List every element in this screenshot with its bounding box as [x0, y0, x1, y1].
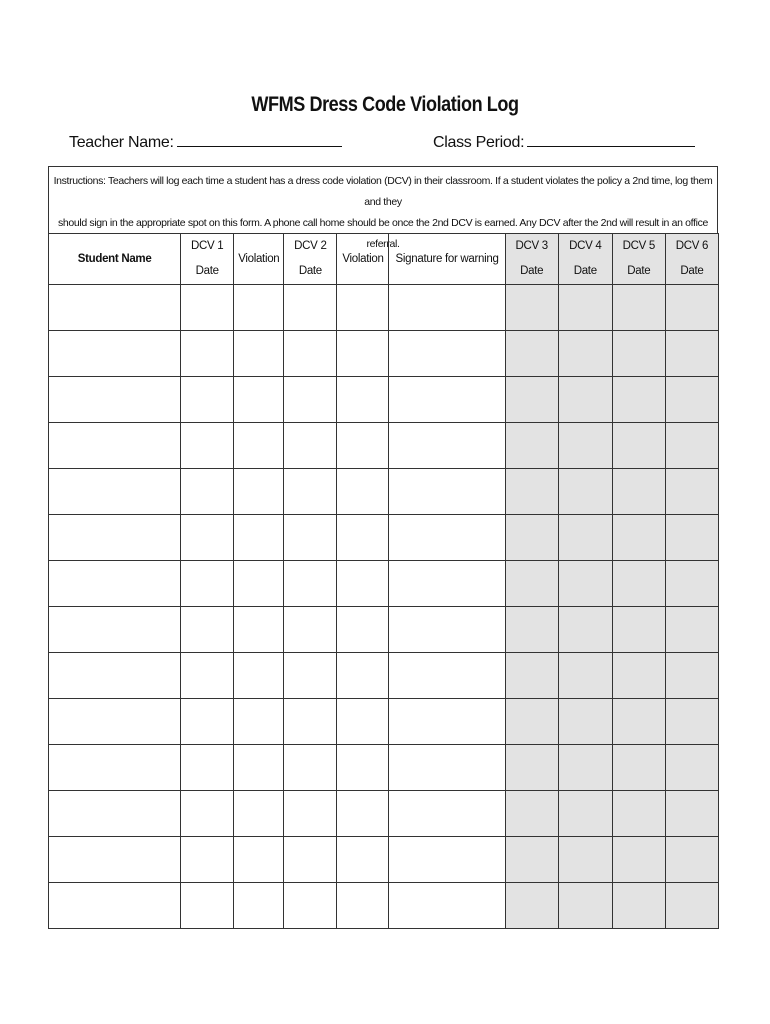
cell-dcv1-date[interactable]	[181, 745, 234, 791]
cell-violation-1[interactable]	[234, 745, 284, 791]
header-dcv4-date: DCV 4 Date	[558, 234, 612, 285]
cell-signature[interactable]	[389, 515, 505, 561]
cell-signature[interactable]	[389, 699, 505, 745]
table-row	[49, 745, 719, 791]
table-row	[49, 837, 719, 883]
cell-violation-1[interactable]	[234, 285, 284, 331]
cell-violation-1[interactable]	[234, 791, 284, 837]
cell-student-name[interactable]	[49, 699, 181, 745]
cell-student-name[interactable]	[49, 285, 181, 331]
cell-violation-2[interactable]	[337, 745, 389, 791]
cell-dcv6-date[interactable]	[665, 515, 718, 561]
cell-violation-2[interactable]	[337, 377, 389, 423]
cell-dcv5-date[interactable]	[612, 331, 665, 377]
cell-signature[interactable]	[389, 469, 505, 515]
cell-dcv3-date[interactable]	[505, 699, 558, 745]
header-student-name: Student Name	[49, 234, 181, 285]
cell-dcv1-date[interactable]	[181, 791, 234, 837]
cell-student-name[interactable]	[49, 745, 181, 791]
cell-violation-2[interactable]	[337, 791, 389, 837]
cell-signature[interactable]	[389, 607, 505, 653]
table-row	[49, 699, 719, 745]
cell-dcv2-date[interactable]	[284, 653, 337, 699]
table-row	[49, 285, 719, 331]
table-row	[49, 515, 719, 561]
cell-violation-1[interactable]	[234, 561, 284, 607]
table-row	[49, 883, 719, 929]
cell-dcv6-date[interactable]	[665, 377, 718, 423]
cell-signature[interactable]	[389, 745, 505, 791]
cell-signature[interactable]	[389, 285, 505, 331]
cell-violation-2[interactable]	[337, 515, 389, 561]
cell-dcv3-date[interactable]	[505, 745, 558, 791]
instructions-line-2: should sign in the appropriate spot on this form. A phone call home should be once the 2nd DCV is earned. Any DCV after the 2nd will result in an office referral.	[58, 217, 708, 250]
cell-dcv5-date[interactable]	[612, 607, 665, 653]
cell-dcv5-date[interactable]	[612, 837, 665, 883]
cell-dcv4-date[interactable]	[558, 791, 612, 837]
cell-dcv2-date[interactable]	[284, 699, 337, 745]
cell-dcv6-date[interactable]	[665, 423, 718, 469]
cell-dcv2-date[interactable]	[284, 561, 337, 607]
cell-dcv1-date[interactable]	[181, 699, 234, 745]
cell-dcv4-date[interactable]	[558, 837, 612, 883]
cell-dcv4-date[interactable]	[558, 469, 612, 515]
table-row	[49, 469, 719, 515]
cell-dcv5-date[interactable]	[612, 515, 665, 561]
cell-violation-1[interactable]	[234, 837, 284, 883]
teacher-name-blank[interactable]	[177, 130, 342, 147]
cell-dcv1-date[interactable]	[181, 607, 234, 653]
header-signature: Signature for warning	[389, 234, 505, 285]
header-violation-1: Violation	[234, 234, 284, 285]
cell-dcv1-date[interactable]	[181, 883, 234, 929]
cell-dcv2-date[interactable]	[284, 423, 337, 469]
log-body	[49, 285, 719, 929]
cell-dcv3-date[interactable]	[505, 377, 558, 423]
cell-dcv1-date[interactable]	[181, 837, 234, 883]
cell-dcv6-date[interactable]	[665, 745, 718, 791]
cell-violation-2[interactable]	[337, 837, 389, 883]
cell-violation-1[interactable]	[234, 607, 284, 653]
cell-dcv4-date[interactable]	[558, 607, 612, 653]
cell-dcv5-date[interactable]	[612, 699, 665, 745]
cell-violation-1[interactable]	[234, 331, 284, 377]
header-dcv2-date: DCV 2 Date	[284, 234, 337, 285]
cell-violation-2[interactable]	[337, 285, 389, 331]
cell-dcv4-date[interactable]	[558, 331, 612, 377]
cell-student-name[interactable]	[49, 561, 181, 607]
cell-dcv4-date[interactable]	[558, 377, 612, 423]
cell-dcv3-date[interactable]	[505, 423, 558, 469]
header-dcv6-date: DCV 6 Date	[665, 234, 718, 285]
cell-violation-1[interactable]	[234, 883, 284, 929]
cell-dcv4-date[interactable]	[558, 745, 612, 791]
header-row	[49, 234, 719, 285]
cell-student-name[interactable]	[49, 653, 181, 699]
cell-dcv5-date[interactable]	[612, 561, 665, 607]
cell-dcv4-date[interactable]	[558, 653, 612, 699]
cell-dcv2-date[interactable]	[284, 377, 337, 423]
cell-dcv6-date[interactable]	[665, 791, 718, 837]
table-row	[49, 791, 719, 837]
table-row	[49, 607, 719, 653]
teacher-name-label: Teacher Name:	[69, 134, 174, 151]
table-row	[49, 653, 719, 699]
table-row	[49, 423, 719, 469]
cell-violation-2[interactable]	[337, 561, 389, 607]
cell-dcv6-date[interactable]	[665, 837, 718, 883]
cell-dcv3-date[interactable]	[505, 515, 558, 561]
header-dcv5-date: DCV 5 Date	[612, 234, 665, 285]
cell-dcv5-date[interactable]	[612, 791, 665, 837]
cell-dcv1-date[interactable]	[181, 561, 234, 607]
cell-signature[interactable]	[389, 423, 505, 469]
cell-dcv3-date[interactable]	[505, 469, 558, 515]
cell-dcv4-date[interactable]	[558, 561, 612, 607]
cell-dcv5-date[interactable]	[612, 745, 665, 791]
instructions-line-1: Instructions: Teachers will log each time a student has a dress code violation (DCV) in their classroom. If a student violates the policy a 2nd time, log them and they	[53, 175, 713, 208]
teacher-name-field[interactable]	[69, 130, 342, 152]
header-dcv3-date: DCV 3 Date	[505, 234, 558, 285]
cell-violation-2[interactable]	[337, 331, 389, 377]
cell-violation-1[interactable]	[234, 469, 284, 515]
cell-violation-1[interactable]	[234, 653, 284, 699]
cell-student-name[interactable]	[49, 837, 181, 883]
cell-dcv6-date[interactable]	[665, 285, 718, 331]
cell-signature[interactable]	[389, 561, 505, 607]
cell-dcv5-date[interactable]	[612, 285, 665, 331]
class-period-label: Class Period:	[433, 134, 525, 151]
cell-dcv2-date[interactable]	[284, 469, 337, 515]
cell-dcv6-date[interactable]	[665, 653, 718, 699]
cell-signature[interactable]	[389, 653, 505, 699]
class-period-blank[interactable]	[527, 130, 695, 147]
class-period-field[interactable]	[433, 130, 695, 152]
cell-dcv1-date[interactable]	[181, 331, 234, 377]
cell-dcv3-date[interactable]	[505, 883, 558, 929]
header-violation-2: Violation	[337, 234, 389, 285]
cell-student-name[interactable]	[49, 515, 181, 561]
cell-dcv3-date[interactable]	[505, 607, 558, 653]
cell-dcv3-date[interactable]	[505, 791, 558, 837]
cell-violation-1[interactable]	[234, 377, 284, 423]
table-row	[49, 331, 719, 377]
cell-dcv6-date[interactable]	[665, 607, 718, 653]
cell-dcv3-date[interactable]	[505, 331, 558, 377]
cell-dcv2-date[interactable]	[284, 515, 337, 561]
cell-dcv4-date[interactable]	[558, 285, 612, 331]
cell-signature[interactable]	[389, 883, 505, 929]
cell-student-name[interactable]	[49, 791, 181, 837]
cell-dcv2-date[interactable]	[284, 837, 337, 883]
cell-violation-2[interactable]	[337, 607, 389, 653]
cell-dcv6-date[interactable]	[665, 469, 718, 515]
cell-dcv3-date[interactable]	[505, 285, 558, 331]
cell-signature[interactable]	[389, 837, 505, 883]
cell-dcv2-date[interactable]	[284, 791, 337, 837]
cell-dcv4-date[interactable]	[558, 883, 612, 929]
cell-dcv1-date[interactable]	[181, 515, 234, 561]
cell-dcv2-date[interactable]	[284, 285, 337, 331]
cell-dcv5-date[interactable]	[612, 883, 665, 929]
cell-student-name[interactable]	[49, 423, 181, 469]
cell-dcv4-date[interactable]	[558, 699, 612, 745]
cell-violation-2[interactable]	[337, 653, 389, 699]
cell-dcv5-date[interactable]	[612, 423, 665, 469]
violation-log-table	[48, 233, 719, 929]
cell-violation-1[interactable]	[234, 423, 284, 469]
cell-dcv6-date[interactable]	[665, 561, 718, 607]
cell-dcv1-date[interactable]	[181, 469, 234, 515]
cell-dcv3-date[interactable]	[505, 837, 558, 883]
form-title: WFMS Dress Code Violation Log	[251, 93, 519, 116]
cell-student-name[interactable]	[49, 331, 181, 377]
instructions-box	[48, 166, 718, 250]
table-row	[49, 377, 719, 423]
cell-dcv2-date[interactable]	[284, 607, 337, 653]
cell-dcv1-date[interactable]	[181, 285, 234, 331]
cell-student-name[interactable]	[49, 883, 181, 929]
cell-student-name[interactable]	[49, 469, 181, 515]
cell-dcv6-date[interactable]	[665, 883, 718, 929]
cell-violation-2[interactable]	[337, 469, 389, 515]
cell-dcv4-date[interactable]	[558, 423, 612, 469]
cell-dcv1-date[interactable]	[181, 653, 234, 699]
cell-dcv2-date[interactable]	[284, 745, 337, 791]
cell-dcv3-date[interactable]	[505, 561, 558, 607]
cell-dcv1-date[interactable]	[181, 423, 234, 469]
cell-violation-2[interactable]	[337, 699, 389, 745]
cell-dcv3-date[interactable]	[505, 653, 558, 699]
cell-dcv2-date[interactable]	[284, 331, 337, 377]
header-dcv1-date: DCV 1 Date	[181, 234, 234, 285]
table-row	[49, 561, 719, 607]
cell-dcv5-date[interactable]	[612, 653, 665, 699]
cell-dcv6-date[interactable]	[665, 699, 718, 745]
cell-dcv4-date[interactable]	[558, 515, 612, 561]
cell-violation-1[interactable]	[234, 515, 284, 561]
cell-signature[interactable]	[389, 331, 505, 377]
cell-violation-2[interactable]	[337, 883, 389, 929]
cell-signature[interactable]	[389, 377, 505, 423]
cell-student-name[interactable]	[49, 377, 181, 423]
cell-signature[interactable]	[389, 791, 505, 837]
cell-violation-1[interactable]	[234, 699, 284, 745]
cell-violation-2[interactable]	[337, 423, 389, 469]
cell-dcv5-date[interactable]	[612, 469, 665, 515]
cell-dcv6-date[interactable]	[665, 331, 718, 377]
cell-student-name[interactable]	[49, 607, 181, 653]
cell-dcv1-date[interactable]	[181, 377, 234, 423]
cell-dcv2-date[interactable]	[284, 883, 337, 929]
cell-dcv5-date[interactable]	[612, 377, 665, 423]
